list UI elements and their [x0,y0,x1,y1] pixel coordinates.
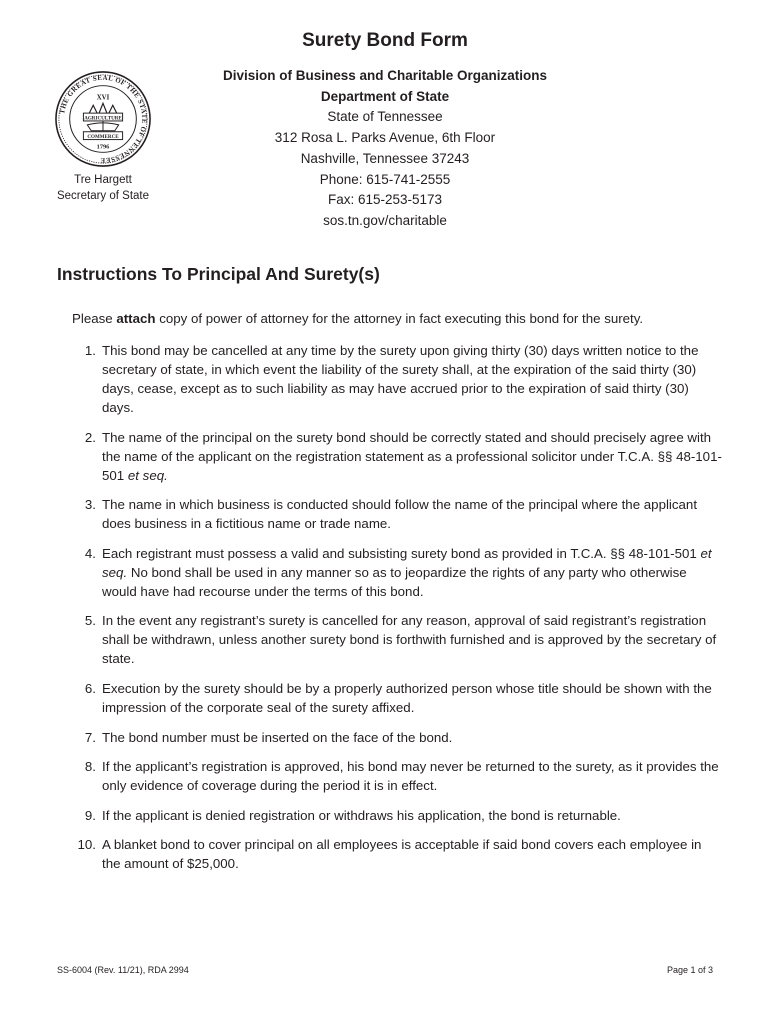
list-item-number: 7. [84,729,96,745]
list-item-number: 10. [77,837,96,853]
list-item-text: The name of the principal on the surety bond should be correctly stated and should precisely agree with the name of the applicant on the registration statement as a professional solicitor under T.C.A. §§ 48-101-501 [102,429,722,483]
list-item-number: 2. [84,429,96,445]
list-item [72,679,722,717]
phone-number: Phone: 615-741-2555 [319,171,451,187]
form-code: SS-6004 (Rev. 11/21), RDA 2994 [57,965,189,975]
list-item-italic: et seq. [127,467,168,483]
list-item-number: 9. [84,807,96,823]
list-item [72,428,722,485]
official-block [40,172,166,204]
instructions-heading: Instructions To Principal And Surety(s) [57,264,380,284]
intro-text-after: copy of power of attorney for the attorney in fact executing this bond for the surety. [155,311,644,326]
list-item [72,806,722,825]
department-name: Department of State [320,88,450,104]
fax-number: Fax: 615-253-5173 [327,192,443,208]
list-item-number: 1. [84,343,96,358]
list-item-text: Execution by the surety should be by a properly authorized person whose title should be shown with the impression of the corporate seal of the surety affixed. [102,680,712,715]
state-seal-logo [54,70,152,168]
address-line-1: 312 Rosa L. Parks Avenue, 6th Floor [274,130,496,146]
seal-agriculture-text: AGRICULTURE [84,115,122,122]
official-title: Secretary of State [56,190,150,202]
official-name: Tre Hargett [74,174,132,186]
list-item-number: 5. [84,613,96,629]
page-number: Page 1 of 3 [666,965,713,975]
seal-numeral: XVI [96,94,110,102]
list-item [72,544,722,601]
list-item-text: If the applicant is denied registration or withdraws his application, the bond is returnable. [102,807,621,823]
website-link[interactable]: sos.tn.gov/charitable [323,212,447,228]
list-item-number: 4. [84,545,96,561]
list-item-number: 8. [84,759,96,775]
agency-header [185,66,585,232]
list-item [72,835,722,873]
list-item-text: If the applicant’s registration is approved, his bond may never be returned to the surety, as it provides the only evidence of coverage during the period it is in effect. [102,759,719,794]
list-item-text: The bond number must be inserted on the face of the bond. [102,729,453,745]
list-item [72,728,722,747]
list-item [72,757,722,795]
seal-commerce-text: COMMERCE [87,134,119,141]
list-item-number: 3. [84,497,96,513]
list-item-text: The name in which business is conducted should follow the name of the principal where the applicant does business in a fictitious name or trade name. [102,497,698,532]
intro-paragraph [72,310,722,328]
list-item-number: 6. [84,680,96,696]
list-item-text: This bond may be cancelled at any time by the surety upon giving thirty (30) days written notice to the secretary of state, in which event the liability of the surety shall, at the expiration of the said thirty (30) days, cease, except as to such liability as may have accrued prior to the expiration of said thirty (30) days. [102,343,699,415]
seal-year-text: 1796 [96,143,110,151]
address-line-2: Nashville, Tennessee 37243 [300,150,470,166]
list-item-text: A blanket bond to cover principal on all employees is acceptable if said bond covers each employee in the amount of $25,000. [102,837,702,872]
intro-text-before: Please [72,311,117,326]
list-item [72,495,722,533]
division-name: Division of Business and Charitable Organizations [222,68,548,83]
form-title: Surety Bond Form [302,30,468,51]
list-item [72,341,722,417]
state-name: State of Tennessee [327,109,443,125]
seal-ring-text: THE GREAT SEAL OF THE STATE OF TENNESSEE [59,74,148,164]
list-item-text: In the event any registrant’s surety is cancelled for any reason, approval of said registrant’s registration shall be withdrawn, unless another surety bond is forthwith furnished and is approved by the secretary of state. [102,613,717,667]
list-item-text: Each registrant must possess a valid and subsisting surety bond as provided in T.C.A. §§ 48-101-501 [102,545,701,561]
list-item [72,611,722,668]
instructions-list [72,341,722,884]
list-item-text-after: No bond shall be used in any manner so as to jeopardize the rights of any party who otherwise would have had recourse under the terms of this bond. [102,564,687,599]
list-item-italic: et seq. [102,545,712,580]
intro-text-bold: attach [116,311,156,326]
